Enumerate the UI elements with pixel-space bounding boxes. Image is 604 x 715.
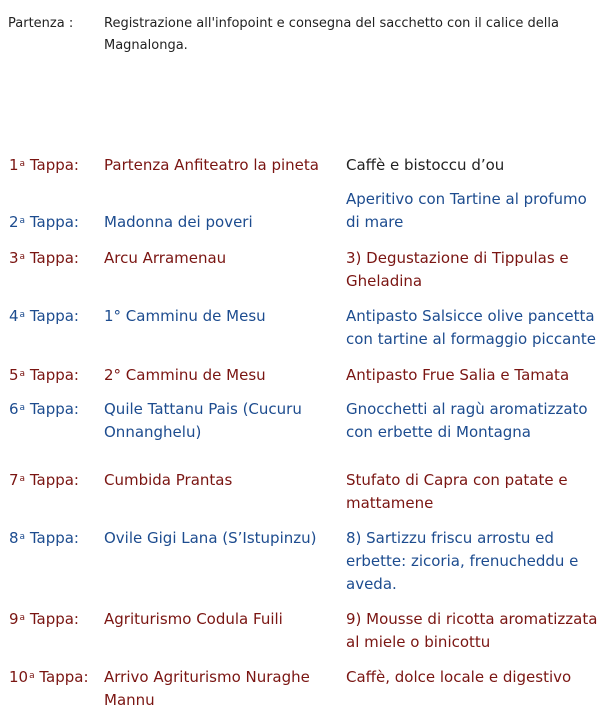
stage-ordinal: a <box>19 159 26 169</box>
stage-word: Tappa: <box>25 366 79 384</box>
stage-label <box>9 211 101 234</box>
stage-place: Cumbida Prantas <box>104 471 233 489</box>
stage-ordinal: a <box>19 216 26 226</box>
stage-number: 3 <box>9 249 19 267</box>
stage-label <box>9 247 101 270</box>
stage-place: Ovile Gigi Lana (S’Istupinzu) <box>104 529 317 547</box>
stage-ordinal: a <box>19 532 26 542</box>
stage-food: Caffè e bistoccu d’ou <box>346 156 505 174</box>
stage-label <box>9 364 101 387</box>
stage-word: Tappa: <box>25 307 79 325</box>
stage-place: 2° Camminu de Mesu <box>104 366 266 384</box>
stage-label <box>9 527 101 550</box>
stage-food: Gnocchetti al ragù aromatizzato con erbette di Montagna <box>346 400 588 441</box>
departure-description: Registrazione all'infopoint e consegna del sacchetto con il calice della Magnalonga. <box>104 16 559 53</box>
stage-food: Antipasto Salsicce olive pancetta con tartine al formaggio piccante <box>346 307 596 348</box>
stage-word: Tappa: <box>25 471 79 489</box>
stage-number: 2 <box>9 213 19 231</box>
stage-place: Madonna dei poveri <box>104 213 253 231</box>
stage-number: 6 <box>9 400 19 418</box>
stage-place: Quile Tattanu Pais (Cucuru Onnanghelu) <box>104 400 302 441</box>
stage-number: 8 <box>9 529 19 547</box>
stage-number: 4 <box>9 307 19 325</box>
stage-number: 9 <box>9 610 19 628</box>
stage-number: 5 <box>9 366 19 384</box>
stage-food: 8) Sartizzu friscu arrostu ed erbette: zicoria, frenucheddu e aveda. <box>346 529 579 593</box>
stage-food: 9) Mousse di ricotta aromatizzata al miele o binicottu <box>346 610 598 651</box>
stage-food: Stufato di Capra con patate e mattamene <box>346 471 568 512</box>
stage-word: Tappa: <box>25 249 79 267</box>
stage-number: 7 <box>9 471 19 489</box>
stage-number: 1 <box>9 156 19 174</box>
stage-place: 1° Camminu de Mesu <box>104 307 266 325</box>
departure-label: Partenza : <box>8 16 74 31</box>
stage-word: Tappa: <box>25 156 79 174</box>
stage-food: Aperitivo con Tartine al profumo di mare <box>346 190 587 231</box>
stage-place: Partenza Anfiteatro la pineta <box>104 156 319 174</box>
stage-place: Arrivo Agriturismo Nuraghe Mannu <box>104 668 310 709</box>
stage-place: Arcu Arramenau <box>104 249 227 267</box>
stage-ordinal: a <box>19 403 26 413</box>
stage-word: Tappa: <box>25 529 79 547</box>
stage-label <box>9 398 101 421</box>
stage-ordinal: a <box>29 671 35 681</box>
stage-food: 3) Degustazione di Tippulas e Gheladina <box>346 249 569 290</box>
stage-word: Tappa: <box>25 610 79 628</box>
stage-ordinal: a <box>19 474 26 484</box>
stage-word: Tappa: <box>25 400 79 418</box>
stage-word: Tappa: <box>34 668 89 686</box>
stage-label <box>9 305 101 328</box>
stage-label <box>9 154 101 177</box>
stage-word: Tappa: <box>25 213 79 231</box>
stage-number: 10 <box>9 668 29 686</box>
stage-ordinal: a <box>19 613 26 623</box>
stage-label <box>9 469 101 492</box>
stage-place: Agriturismo Codula Fuili <box>104 610 283 628</box>
stage-label <box>9 666 101 689</box>
stage-food: Antipasto Frue Salia e Tamata <box>346 366 570 384</box>
stage-ordinal: a <box>19 369 26 379</box>
stage-food: Caffè, dolce locale e digestivo <box>346 668 572 686</box>
stage-ordinal: a <box>19 252 26 262</box>
stage-ordinal: a <box>19 310 26 320</box>
stage-label <box>9 608 101 631</box>
